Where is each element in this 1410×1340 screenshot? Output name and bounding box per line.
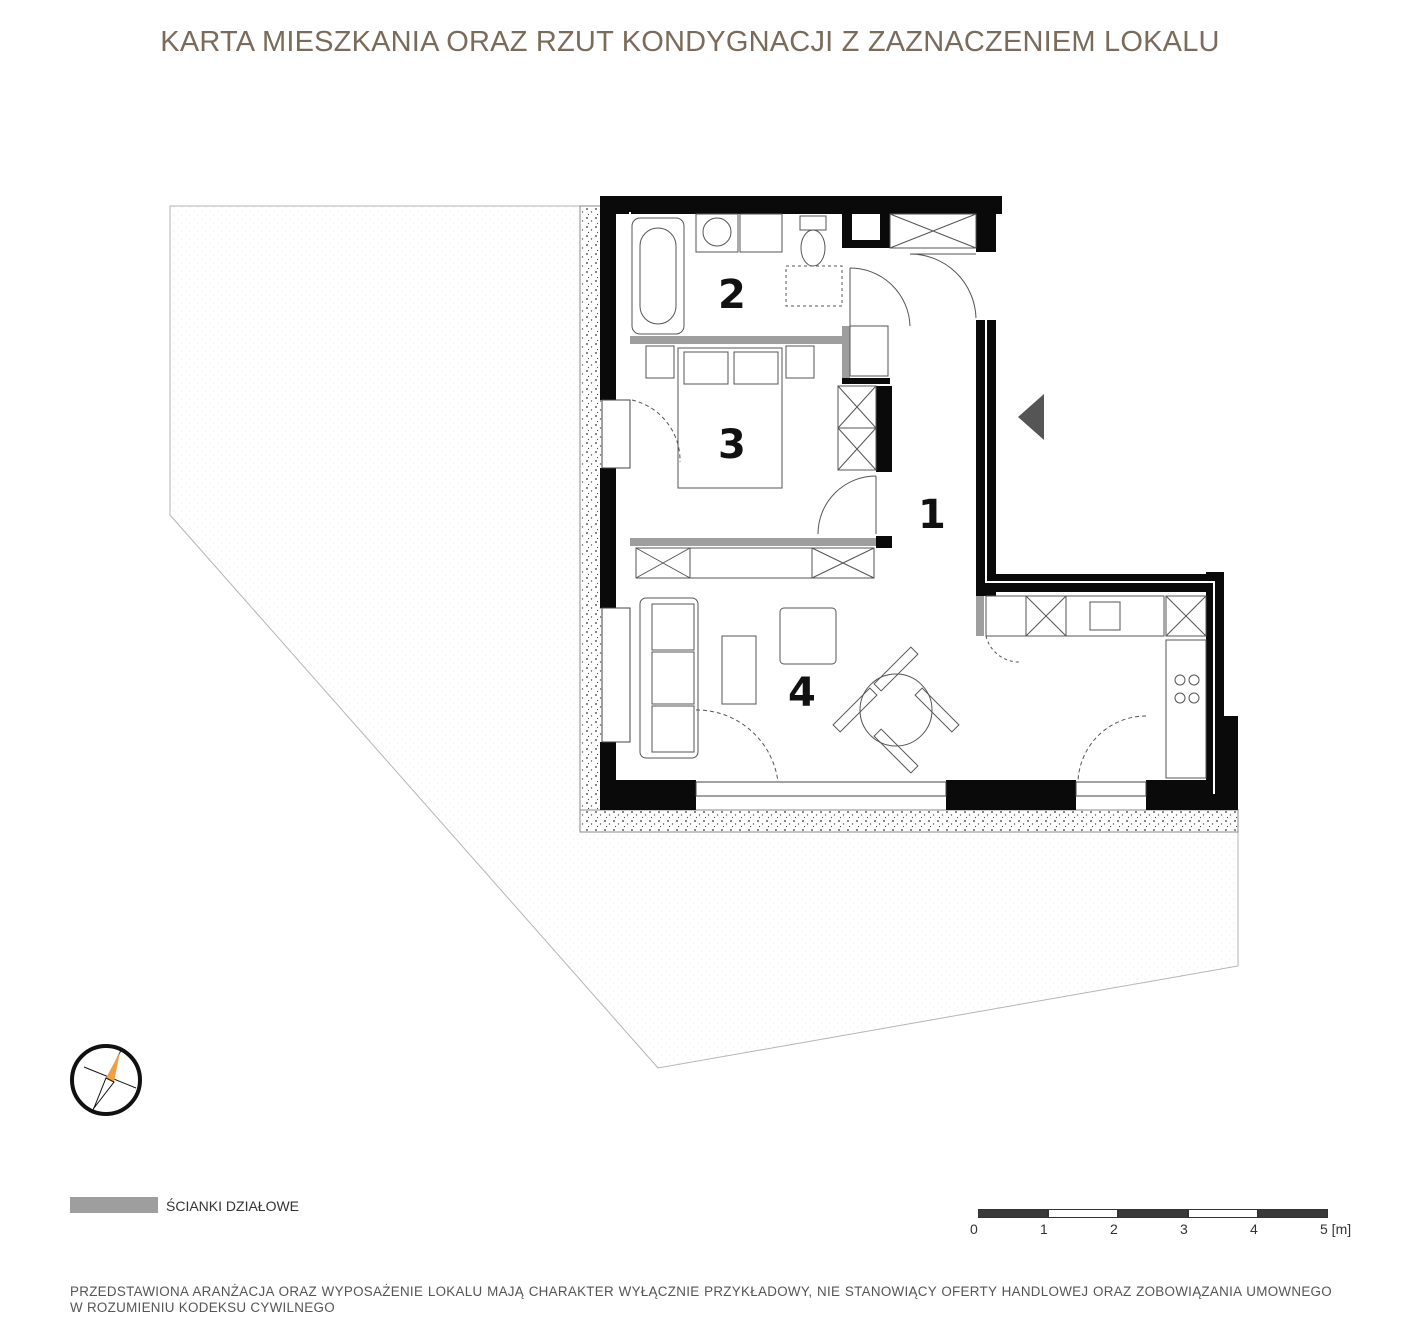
room-number-4: 4 [788, 670, 816, 716]
scale-tick: 0 [970, 1221, 978, 1237]
scale-tick: 2 [1110, 1221, 1118, 1237]
room-number-2: 2 [718, 272, 746, 318]
partition-legend-swatch [70, 1197, 158, 1213]
partition-legend-label: ŚCIANKI DZIAŁOWE [166, 1198, 300, 1214]
scale-tick: 1 [1040, 1221, 1048, 1237]
disclaimer-text: PRZEDSTAWIONA ARANŻACJA ORAZ WYPOSAŻENIE LOKALU MAJĄ CHARAKTER WYŁĄCZNIE PRZYKŁADOWY, NIE STANOWIĄCY OFERTY HANDLOWEJ ORAZ ZOBOWIĄZANIA UMOWNEGO W ROZUMIENIU KODEKSU CYWILNEGO [70, 1284, 1332, 1315]
room-number-1: 1 [918, 492, 946, 538]
entrance-arrow-icon [1018, 394, 1044, 440]
room-number-3: 3 [718, 422, 746, 468]
scale-tick: 4 [1250, 1221, 1258, 1237]
scale-bar [978, 1209, 1330, 1218]
page-title: KARTA MIESZKANIA ORAZ RZUT KONDYGNACJI Z ZAZNACZENIEM LOKALU [160, 26, 1220, 58]
scale-tick: 5 [m] [1320, 1221, 1352, 1237]
compass-icon [72, 1046, 140, 1114]
apartment-floor [616, 212, 1216, 794]
scale-tick: 3 [1180, 1221, 1188, 1237]
